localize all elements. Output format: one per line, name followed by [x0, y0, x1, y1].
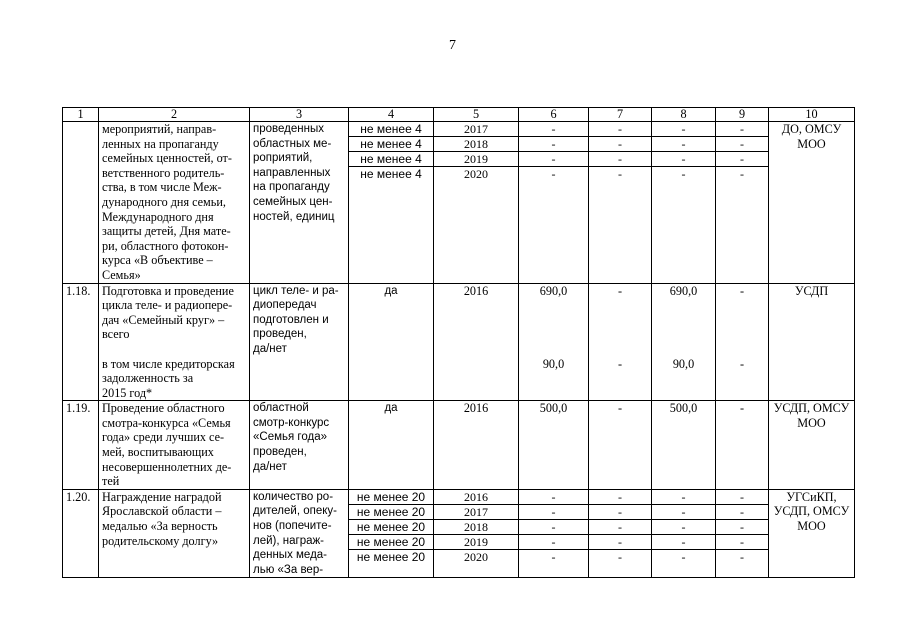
indicator: цикл теле- и ра- диопередач подготовлен и проведен, да/нет	[250, 283, 349, 401]
col8-values: - - - -	[652, 122, 716, 284]
column-number: 2	[99, 108, 250, 122]
column-number-row	[63, 108, 855, 122]
table-row	[63, 122, 855, 284]
executors: УСДП, ОМСУ МОО	[769, 401, 855, 490]
col7-values: - - - - -	[589, 489, 652, 578]
column-number: 10	[769, 108, 855, 122]
activity-name: Проведение областного смотра-конкурса «Семья года» среди лучших се- мей, воспитывающих несовершеннолетних де- тей	[99, 401, 250, 490]
column-number: 4	[349, 108, 434, 122]
indicator: проведенных областных ме- роприятий, направленных на пропаганду семейных цен- ностей, единиц	[250, 122, 349, 284]
column-number: 7	[589, 108, 652, 122]
row-number: 1.20.	[63, 489, 99, 578]
col6-values: - - - -	[519, 122, 589, 284]
program-table	[62, 107, 855, 578]
col9-values: - - - -	[716, 122, 769, 284]
col9-value: -	[716, 401, 769, 490]
page-number: 7	[449, 38, 456, 53]
executors: ДО, ОМСУ МОО	[769, 122, 855, 284]
col8-values: 690,0 90,0	[652, 283, 716, 401]
column-number: 3	[250, 108, 349, 122]
col8-values: - - - - -	[652, 489, 716, 578]
activity-name: Награждение наградой Ярославской области – медалью «За верность родительскому долгу»	[99, 489, 250, 578]
years: 2016 2017 2018 2019 2020	[434, 489, 519, 578]
table-row	[63, 489, 855, 578]
table-row	[63, 401, 855, 490]
years: 2017 2018 2019 2020	[434, 122, 519, 284]
col6-values: 690,0 90,0	[519, 283, 589, 401]
column-number: 8	[652, 108, 716, 122]
row-number: 1.18.	[63, 283, 99, 401]
col7-value: -	[589, 401, 652, 490]
activity-name: Подготовка и проведение цикла теле- и радиопере- дач «Семейный круг» – всего в том числе кредиторская задолженность за 2015 год*	[99, 283, 250, 401]
column-number: 1	[63, 108, 99, 122]
col7-values: - -	[589, 283, 652, 401]
activity-name: мероприятий, направ- ленных на пропаганду семейных ценностей, от- ветственного родитель- ства, в том числе Меж- дународного дня семьи, Международного дня защиты детей, Дня мате- ри, областного фотокон- курса «В объективе – Семья»	[99, 122, 250, 284]
col6-value: 500,0	[519, 401, 589, 490]
column-number: 5	[434, 108, 519, 122]
target-values: не менее 4 не менее 4 не менее 4 не менее 4	[349, 122, 434, 284]
indicator: областной смотр-конкурс «Семья года» проведен, да/нет	[250, 401, 349, 490]
year: 2016	[434, 283, 519, 401]
executors: УСДП	[769, 283, 855, 401]
target-value: да	[349, 401, 434, 490]
column-number: 6	[519, 108, 589, 122]
executors: УГСиКП, УСДП, ОМСУ МОО	[769, 489, 855, 578]
indicator: количество ро- дителей, опеку- нов (попечите- лей), награж- денных меда- лью «За вер-	[250, 489, 349, 578]
row-number: 1.19.	[63, 401, 99, 490]
col6-values: - - - - -	[519, 489, 589, 578]
col9-values: - - - - -	[716, 489, 769, 578]
column-number: 9	[716, 108, 769, 122]
target-value: да	[349, 283, 434, 401]
table-row	[63, 283, 855, 401]
year: 2016	[434, 401, 519, 490]
col8-value: 500,0	[652, 401, 716, 490]
target-values: не менее 20 не менее 20 не менее 20 не менее 20 не менее 20	[349, 489, 434, 578]
col7-values: - - - -	[589, 122, 652, 284]
row-number	[63, 122, 99, 284]
col9-values: - -	[716, 283, 769, 401]
